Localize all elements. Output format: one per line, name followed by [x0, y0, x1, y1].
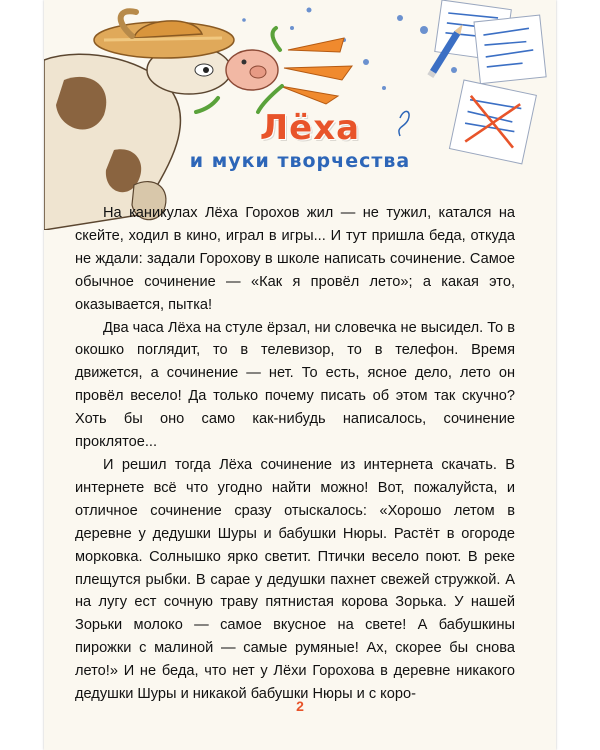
- paragraph-1: На каникулах Лёха Горохов жил — не тужил, катался на скейте, ходил в кино, играл в игры... И тут пришла беда, откуда не ждали: задали Горохову в школе написать сочинение. Самое обычное сочинение — «Как я провёл лето»; а какая это, оказывается, пытка!: [75, 205, 515, 313]
- book-page: [44, 0, 556, 750]
- title-subtitle: и муки творчества: [189, 150, 411, 172]
- title-main: Лёха: [259, 108, 361, 148]
- paragraph-3: И решил тогда Лёха сочинение из интернета скачать. В интернете всё что угодно найти можно! Вот, пожалуйста, и отличное сочинение сразу отыскалось: «Хорошо летом в деревне у дедушки Шуры и бабушки Нюры. Растёт в огороде морковка. Солнышко ярко светит. Птички весело поют. В реке плещутся рыбки. В сарае у дедушки пахнет свежей стружкой. А на лугу ест сочную траву пятнистая корова Зорька. У нашей Зорьки молоко — самое вкусное на свете! А бабушкины пирожки с малиной — самые румяные! Ах, скорее бы снова лето!» И не беда, что нет у Лёхи Горохова в деревне никакого дедушки Шуры и никакой бабушки Нюры и с коро-: [75, 456, 515, 703]
- paragraph-2: Два часа Лёха на стуле ёрзал, ни словечка не высидел. То в окошко поглядит, то в телевизор, то в телефон. Время движется, а сочинение — нет. То есть, ясное дело, лето он провёл весело! Да только почему писать об этом так скучно? Хоть бы оно само как-нибудь написалось, сочинение проклятое...: [75, 319, 515, 451]
- story-text: [75, 202, 515, 706]
- page-number: 2: [296, 698, 304, 714]
